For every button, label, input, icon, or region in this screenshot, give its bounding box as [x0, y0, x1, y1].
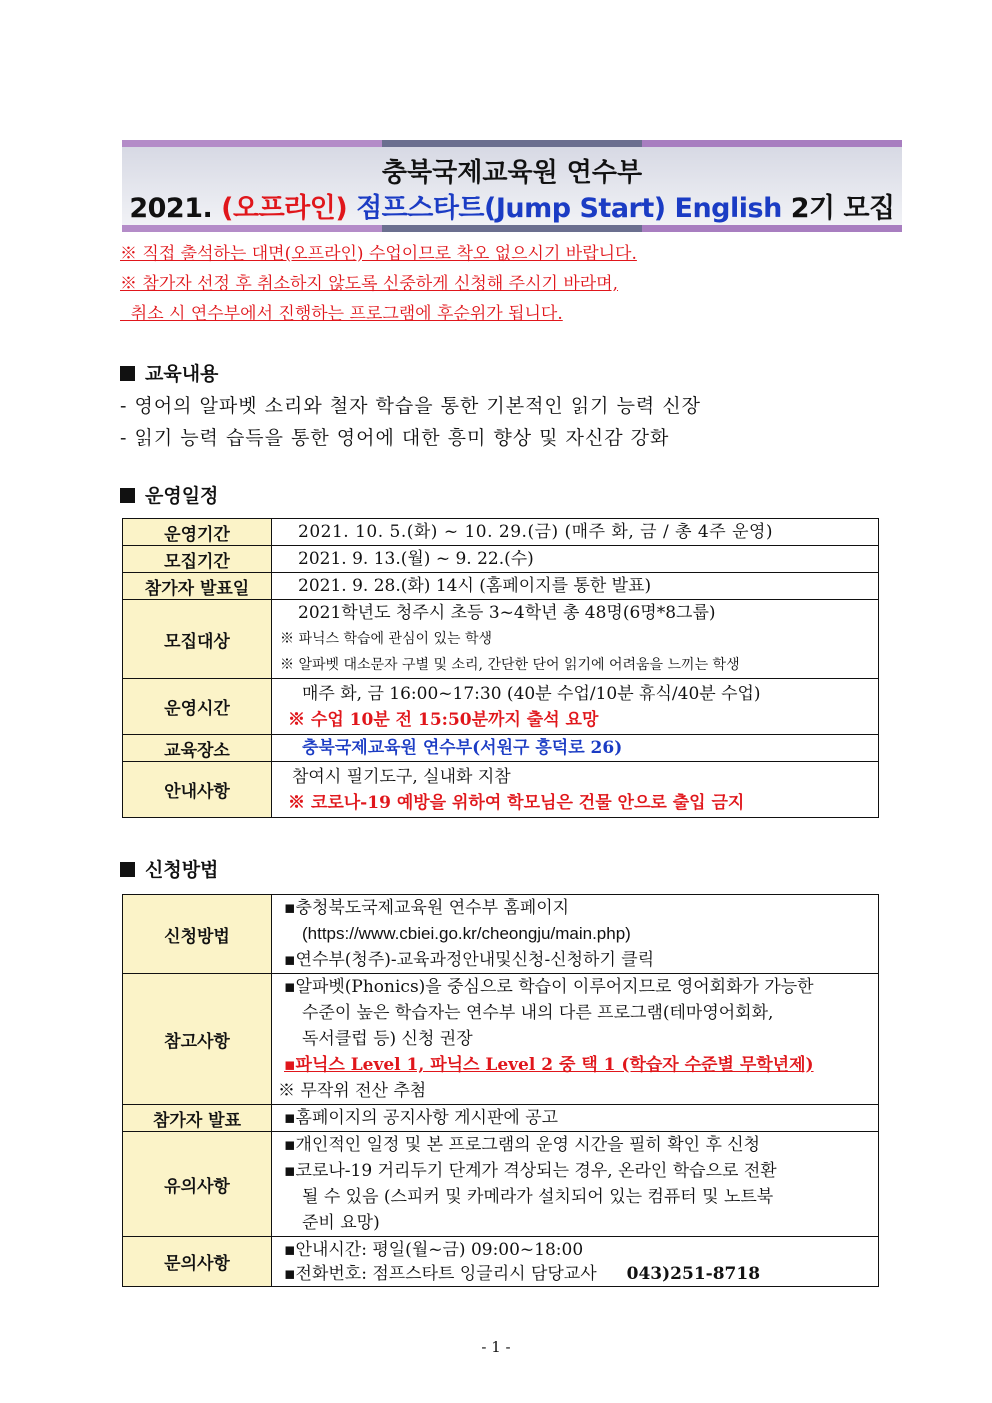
apply-caution-3: 될 수 있음 (스피커 및 카메라가 설치되어 있는 컴퓨터 및 노트북 — [302, 1187, 774, 1207]
table-row — [123, 1132, 879, 1237]
schedule-period-label: 운영기간 — [123, 519, 272, 546]
schedule-target-note-1: ※ 파닉스 학습에 관심이 있는 학생 — [280, 631, 493, 647]
square-bullet-icon — [120, 366, 135, 381]
banner-bottom-stripe — [122, 225, 902, 232]
section-schedule-heading — [120, 481, 218, 508]
apply-ref-1: ▪알파벳(Phonics)을 중심으로 학습이 이루어지므로 영어회화가 가능한 — [284, 977, 814, 997]
notice-2: ※ 참가자 선정 후 취소하지 않도록 신중하게 신청해 주시기 바라며, — [120, 274, 619, 294]
page-number: - 1 - — [481, 1338, 511, 1356]
title-program: 점프스타트(Jump Start) English — [347, 193, 782, 224]
schedule-guide-note: ※ 코로나-19 예방을 위하여 학모님은 건물 안으로 출입 금지 — [288, 792, 745, 813]
schedule-time-value: 매주 화, 금 16:00~17:30 (40분 수업/10분 휴식/40분 수업) — [302, 683, 761, 704]
apply-announce-value: ▪홈페이지의 공지사항 게시판에 공고 — [284, 1108, 559, 1128]
apply-ref-4: ※ 무작위 전산 추첨 — [278, 1081, 427, 1101]
notice-3: 취소 시 연수부에서 진행하는 프로그램에 후순위가 됩니다. — [120, 304, 563, 324]
banner-top-stripe — [122, 140, 902, 147]
schedule-guide-label: 안내사항 — [123, 762, 272, 818]
table-row — [123, 1105, 879, 1132]
schedule-target-note-2: ※ 알파벳 대소문자 구별 및 소리, 간단한 단어 읽기에 어려움을 느끼는 학생 — [280, 657, 740, 673]
education-item-2: - 읽기 능력 습득을 통한 영어에 대한 흥미 향상 및 자신감 강화 — [120, 427, 670, 449]
schedule-period-value: 2021. 10. 5.(화) ~ 10. 29.(금) (매주 화, 금 / 총 4주 운영) — [298, 522, 774, 542]
table-row — [123, 546, 879, 573]
apply-ref-3: 독서클럽 등) 신청 권장 — [302, 1029, 473, 1049]
section-education-title: 교육내용 — [145, 363, 219, 385]
table-row — [123, 519, 879, 546]
notice-1: ※ 직접 출석하는 대면(오프라인) 수업이므로 착오 없으시기 바랍니다. — [120, 244, 637, 264]
section-schedule-title: 운영일정 — [145, 485, 219, 507]
title-line-2 — [122, 186, 902, 225]
apply-method-url[interactable]: (https://www.cbiei.go.kr/cheongju/main.php) — [302, 924, 631, 943]
square-bullet-icon — [120, 862, 135, 877]
apply-caution-2: ▪코로나-19 거리두기 단계가 격상되는 경우, 온라인 학습으로 전환 — [284, 1161, 777, 1181]
schedule-time-label: 운영시간 — [123, 679, 272, 735]
table-row — [123, 679, 879, 735]
apply-method-2: ▪연수부(청주)-교육과정안내및신청-신청하기 클릭 — [284, 950, 655, 970]
schedule-place-value: 충북국제교육원 연수부(서원구 흥덕로 26) — [302, 738, 623, 758]
schedule-announce-value: 2021. 9. 28.(화) 14시 (홈페이지를 통한 발표) — [298, 576, 652, 596]
apply-ref-2: 수준이 높은 학습자는 연수부 내의 다른 프로그램(테마영어회화, — [302, 1003, 774, 1023]
apply-method-1: ▪충청북도국제교육원 연수부 홈페이지 — [284, 898, 570, 918]
apply-caution-1: ▪개인적인 일정 및 본 프로그램의 운영 시간을 필히 확인 후 신청 — [284, 1135, 761, 1155]
section-apply-title: 신청방법 — [145, 859, 219, 881]
apply-contact-2: ▪전화번호: 점프스타트 잉글리시 담당교사 — [284, 1263, 597, 1284]
schedule-recruit-value: 2021. 9. 13.(월) ~ 9. 22.(수) — [298, 549, 534, 569]
section-apply-heading — [120, 855, 218, 882]
schedule-guide-value: 참여시 필기도구, 실내화 지참 — [292, 766, 511, 787]
title-year: 2021. — [129, 193, 222, 224]
apply-contact-label: 문의사항 — [123, 1237, 272, 1287]
schedule-time-note: ※ 수업 10분 전 15:50분까지 출석 요망 — [288, 709, 599, 730]
table-row — [123, 600, 879, 679]
education-item-1: - 영어의 알파벳 소리와 철자 학습을 통한 기본적인 읽기 능력 신장 — [120, 395, 702, 417]
apply-table — [122, 894, 879, 1287]
schedule-place-label: 교육장소 — [123, 735, 272, 762]
square-bullet-icon — [120, 488, 135, 503]
schedule-target-value: 2021학년도 청주시 초등 3~4학년 총 48명(6명*8그룹) — [298, 603, 716, 623]
title-cohort: 2기 모집 — [781, 193, 895, 224]
schedule-target-label: 모집대상 — [123, 600, 272, 679]
apply-method-label: 신청방법 — [123, 895, 272, 974]
apply-caution-4: 준비 요망) — [302, 1213, 380, 1233]
apply-announce-label: 참가자 발표 — [123, 1105, 272, 1132]
table-row — [123, 573, 879, 600]
title-banner — [122, 140, 902, 232]
table-row — [123, 895, 879, 974]
schedule-announce-label: 참가자 발표일 — [123, 573, 272, 600]
title-line-1: 충북국제교육원 연수부 — [381, 158, 643, 188]
table-row — [123, 1237, 879, 1287]
apply-contact-1: ▪안내시간: 평일(월~금) 09:00~18:00 — [284, 1239, 584, 1260]
apply-ref-label: 참고사항 — [123, 974, 272, 1105]
schedule-recruit-label: 모집기간 — [123, 546, 272, 573]
section-education-heading — [120, 359, 218, 386]
apply-ref-red: ▪파닉스 Level 1, 파닉스 Level 2 중 택 1 (학습자 수준별 무학년제) — [284, 1055, 814, 1075]
table-row — [123, 735, 879, 762]
title-offline: (오프라인) — [221, 193, 348, 224]
table-row — [123, 762, 879, 818]
apply-caution-label: 유의사항 — [123, 1132, 272, 1237]
table-row — [123, 974, 879, 1105]
schedule-table — [122, 518, 879, 818]
apply-contact-phone: 043)251-8718 — [626, 1263, 761, 1284]
